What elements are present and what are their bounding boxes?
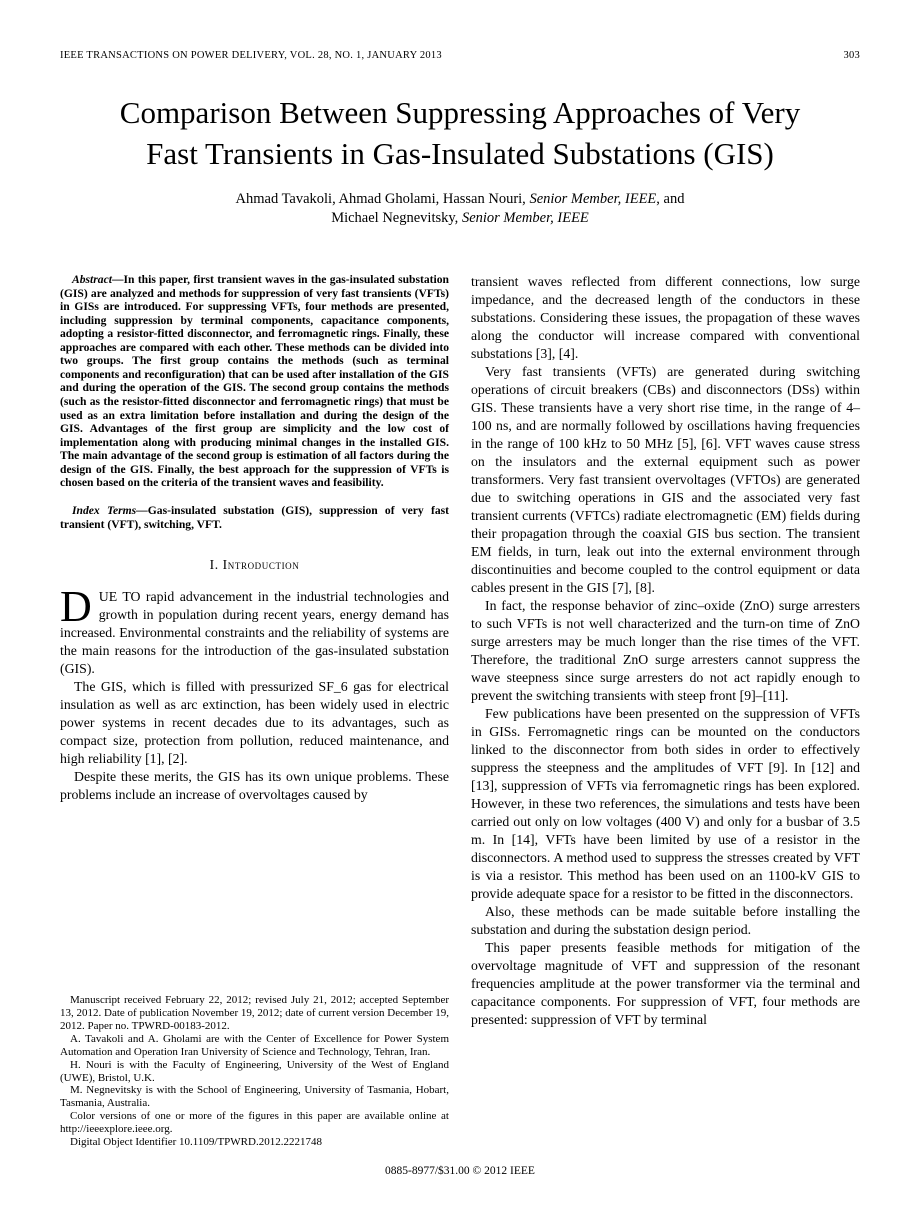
author-membership: Senior Member, IEEE [529, 190, 657, 207]
abstract-text: In this paper, first transient waves in the gas-insulated substation (GIS) are analyzed and methods for suppression of very fast transients (VFTs) in GISs are introduced. For suppressing VFTs, four methods are presented, including suppression by terminal components, capacitance components, adopting a resistor-fitted disconnector, and ferromagnetic rings. Finally, these approaches are compared with each other. These methods can be divided into two groups. The first group contains the methods (such as terminal components and reconfiguration) that can be used after installation of the GIS and during the operation of the GIS. The second group contains the methods (such as the resistor-fitted disconnector and ferromagnetic rings) that must be used as an extra limitation before installation and during the design of the GIS. Advantages of the first group are simplicity and the low cost of implementation along with producing minimal changes in the installed GIS. The main advantage of the second group is estimation of all factors during the design of the GIS. Finally, the best approach for the suppression of VFTs is chosen based on the criteria of the transient waves and feasibility. [60, 272, 449, 490]
right-paragraph-6: This paper presents feasible methods for mitigation of the overvoltage magnitude of VFT and suppression of the resonant frequencies amplitude at the power transformer via the terminal and capacitance components. For suppression of VFT, four methods are presented: suppression of VFT by terminal [471, 939, 860, 1027]
footnote-doi: Digital Object Identifier 10.1109/TPWRD.2012.2221748 [70, 1136, 322, 1149]
right-paragraph-1: transient waves reflected from different connections, low surge impedance, and the decreased length of the conductors in these substations. Considering these issues, the propagation of these waves along the conductor will increase compared with conventional substations [3], [4]. [471, 273, 860, 361]
author-line-1 [60, 190, 860, 210]
page-number: 303 [843, 50, 860, 61]
author-line-2 [60, 209, 860, 229]
authors-block [60, 190, 860, 229]
abstract-label: Abstract— [72, 272, 124, 286]
author-names: Ahmad Tavakoli, Ahmad Gholami, Hassan Nouri, [235, 190, 530, 207]
index-terms [60, 504, 449, 531]
journal-title: IEEE TRANSACTIONS ON POWER DELIVERY, VOL. 28, NO. 1, JANUARY 2013 [60, 50, 442, 61]
running-head [60, 50, 860, 61]
abstract [60, 273, 449, 490]
intro-paragraph-2: The GIS, which is filled with pressurized SF_6 gas for electrical insulation as well as arc extinction, has been widely used in electric power systems in recent decades due to its advantages, such as compact size, protection from pollution, reduced maintenance, and high reliability [1], [2]. [60, 679, 449, 767]
author-name: Michael Negnevitsky, [331, 210, 462, 227]
author-membership: Senior Member, IEEE [461, 210, 589, 227]
copyright-line: 0885-8977/$31.00 © 2012 IEEE [385, 1164, 535, 1177]
paper-title: Comparison Between Suppressing Approaches of Very Fast Transients in Gas-Insulated Substations (GIS) [119, 95, 801, 171]
intro-paragraph-1-text: UE TO rapid advancement in the industrial technologies and growth in population during recent years, energy demand has increased. Environmental constraints and the reliability of systems are the main reasons for the introduction of the gas-insulated substation (GIS). [60, 589, 449, 677]
footnote-manuscript-history: Manuscript received February 22, 2012; revised July 21, 2012; accepted September 13, 2012. Date of publication November 19, 2012; date of current version December 19, 2012. Paper no. TPWRD-00183-2012. [60, 994, 449, 1032]
footnote-affiliation-3: M. Negnevitsky is with the School of Engineering, University of Tasmania, Hobart, Tasmania, Australia. [60, 1084, 449, 1110]
right-paragraph-5: Also, these methods can be made suitable before installing the substation and during the substation design period. [471, 903, 860, 937]
left-column [60, 273, 449, 1149]
footnote-color-versions: Color versions of one or more of the figures in this paper are available online at http://ieeexplore.ieee.org. [60, 1110, 449, 1136]
index-terms-text: Gas-insulated substation (GIS), suppression of very fast transient (VFT), switching, VFT. [60, 503, 449, 531]
intro-paragraph-3: Despite these merits, the GIS has its own unique problems. These problems include an increase of overvoltages caused by [60, 769, 449, 803]
first-page-footnote [60, 994, 449, 1149]
right-paragraph-4: Few publications have been presented on the suppression of VFTs in GISs. Ferromagnetic rings can be mounted on the conductors linked to the disconnector from both sides in order to effectively suppress the steepness and the amplitudes of VFT [9]. In [12] and [13], suppression of VFTs via ferromagnetic rings has been explored. However, in these two references, the simulations and tests have been carried out only on low voltages (400 V) and only for a busbar of 3.5 m. In [14], VFTs have been limited by use of a resistor in the disconnectors. A method used to suppress the stresses created by VFT is via a resistor. This method has been used on an 1100-kV GIS to provide adequate space for a resistor to be fitted in the disconnectors. [471, 705, 860, 901]
right-paragraph-2: Very fast transients (VFTs) are generated during switching operations of circuit breakers (CBs) and disconnectors (DSs) within GIS. These transients have a very short rise time, in the range of 4–100 ns, and are normally followed by oscillations having frequencies in the range of 100 kHz to 50 MHz [5], [6]. VFT waves cause stress on the insulators and the external equipment such as power transformers. Very fast transient overvoltages (VFTOs) are generated due to switching operations in GIS and the associated very fast transient currents (VFTCs) radiate electromagnetic (EM) fields during their propagation through the coaxial GIS bus section. The transient EM fields, in turn, leak out into the external environment through discontinuities and become coupled to the control equipment or data cables present in the GIS [7], [8]. [471, 363, 860, 595]
index-terms-label: Index Terms— [72, 503, 148, 517]
footnote-affiliation-2: H. Nouri is with the Faculty of Engineering, University of the West of England (UWE), Bristol, U.K. [60, 1058, 449, 1084]
footnote-affiliation-1: A. Tavakoli and A. Gholami are with the Center of Excellence for Power System Automation and Operation Iran University of Science and Technology, Tehran, Iran. [60, 1032, 449, 1058]
author-line-suffix: , and [656, 190, 685, 207]
right-paragraph-3: In fact, the response behavior of zinc–oxide (ZnO) surge arresters to such VFTs is not well characterized and the turn-on time of ZnO surge arresters may be much longer than the rise times of the VFT. Therefore, the traditional ZnO surge arresters cannot suppress the wave steepness since surge arresters do not act rapidly enough to prevent the switching transients with steep front [9]–[11]. [471, 597, 860, 703]
two-column-body [60, 273, 860, 1149]
dropcap-letter: D [60, 582, 92, 632]
right-column [471, 273, 860, 1149]
intro-paragraph-1 [60, 582, 449, 678]
section-heading-introduction: I. Introduction [209, 557, 300, 573]
